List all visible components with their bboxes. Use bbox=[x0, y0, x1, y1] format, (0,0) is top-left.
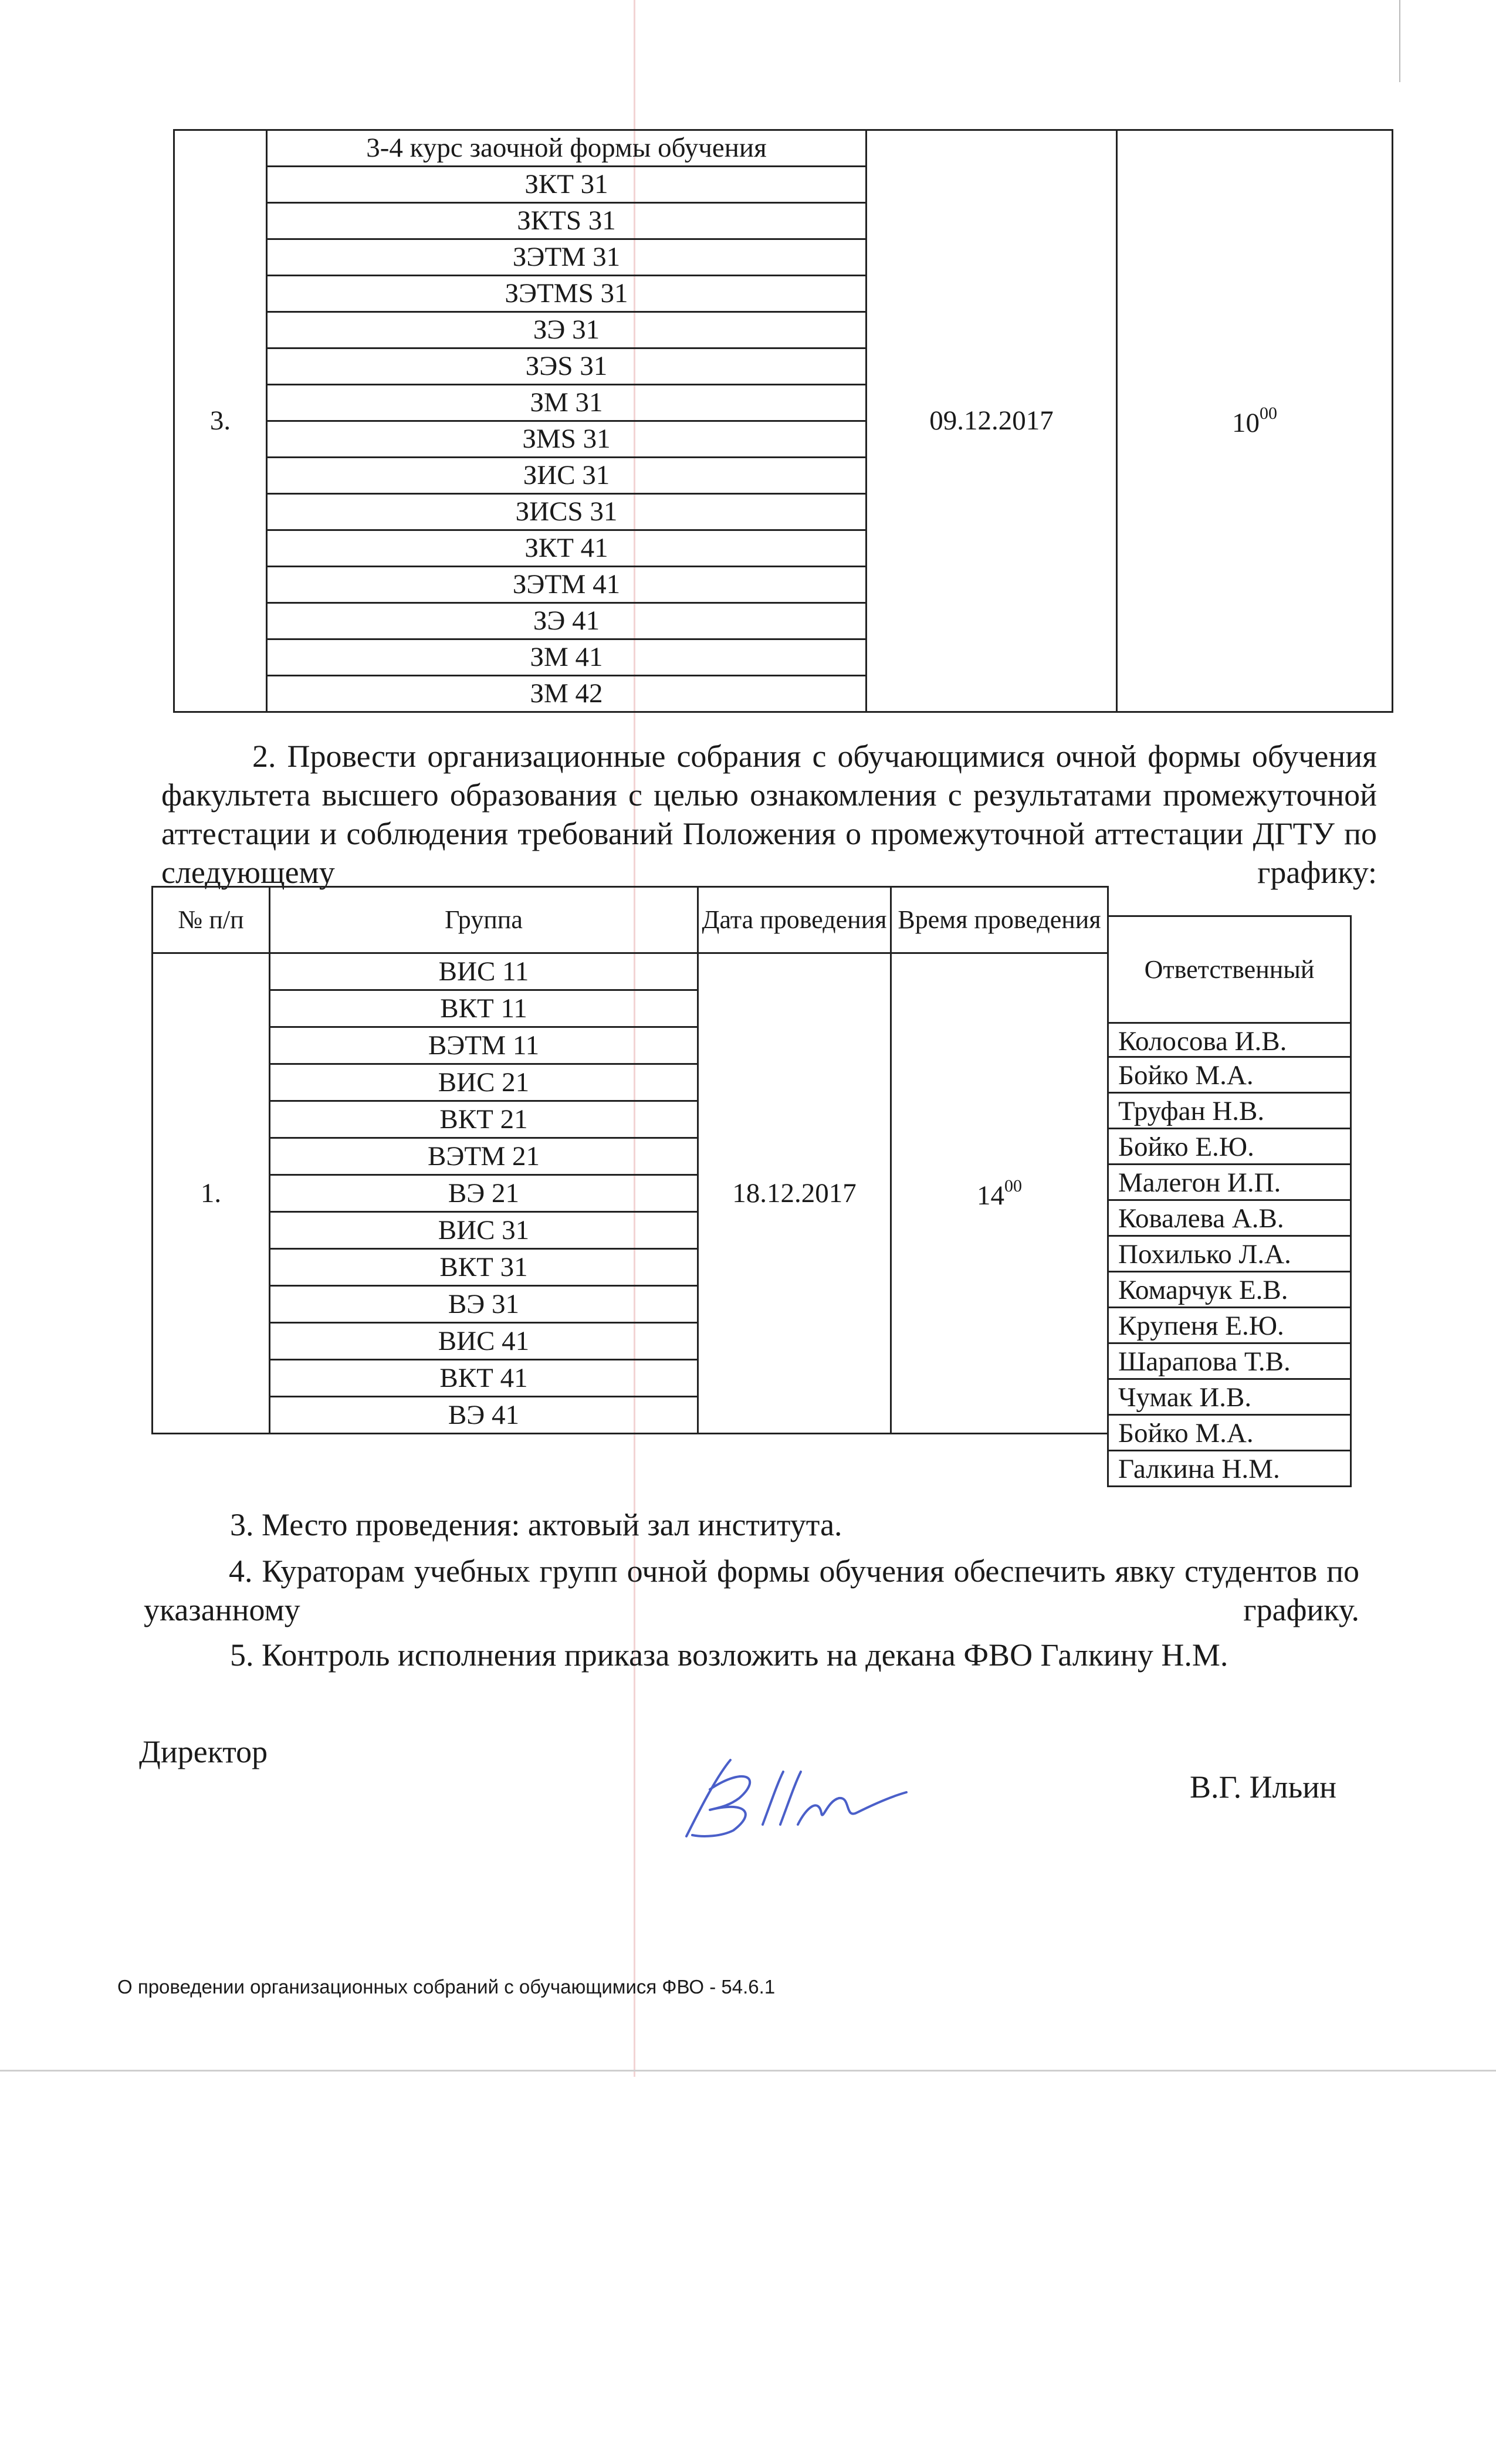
group-cell: ВЭ 31 bbox=[270, 1286, 698, 1323]
group-cell: ЗМ 31 bbox=[267, 385, 867, 421]
time-cell bbox=[1117, 130, 1393, 712]
group-cell: ЗМS 31 bbox=[267, 421, 867, 458]
responsible-cell: Комарчук Е.В. bbox=[1107, 1272, 1352, 1308]
responsible-cell: Малегон И.П. bbox=[1107, 1165, 1352, 1201]
responsible-cell: Галкина Н.М. bbox=[1107, 1451, 1352, 1487]
group-cell: ЗЭТМ 41 bbox=[267, 567, 867, 603]
group-cell: ЗКTS 31 bbox=[267, 203, 867, 239]
scan-edge-mark bbox=[1399, 0, 1400, 82]
responsible-cell: Крупеня Е.Ю. bbox=[1107, 1308, 1352, 1344]
item-4: 4. Кураторам учебных групп очной формы обучения обеспечить явку студентов по указанному графику. bbox=[144, 1553, 1359, 1627]
date-cell: 18.12.2017 bbox=[698, 953, 891, 1434]
header-group: Группа bbox=[270, 887, 698, 953]
group-cell: ЗИСS 31 bbox=[267, 494, 867, 530]
page-bottom-edge bbox=[0, 2070, 1496, 2072]
group-cell: ЗКТ 41 bbox=[267, 530, 867, 567]
time-hours: 14 bbox=[977, 1180, 1004, 1211]
row-number-cell: 1. bbox=[153, 953, 270, 1434]
group-cell: ВИС 21 bbox=[270, 1064, 698, 1101]
item-5: 5. Контроль исполнения приказа возложить на декана ФВО Галкину Н.М. bbox=[230, 1637, 1228, 1673]
row-number-cell: 3. bbox=[174, 130, 267, 712]
header-time: Время проведения bbox=[891, 887, 1108, 953]
handwritten-signature bbox=[675, 1742, 909, 1848]
group-cell: ВКТ 41 bbox=[270, 1360, 698, 1397]
responsible-cell: Труфан Н.В. bbox=[1107, 1094, 1352, 1129]
group-cell: ЗМ 41 bbox=[267, 639, 867, 676]
group-cell: ВКТ 21 bbox=[270, 1101, 698, 1138]
group-cell: ВКТ 11 bbox=[270, 990, 698, 1027]
responsible-cell: Чумак И.В. bbox=[1107, 1380, 1352, 1416]
time-minutes: 00 bbox=[1260, 404, 1277, 423]
responsible-header: Ответственный bbox=[1107, 915, 1352, 1022]
responsible-cell: Похилько Л.А. bbox=[1107, 1237, 1352, 1272]
responsible-cell: Колосова И.В. bbox=[1107, 1022, 1352, 1058]
group-cell: ВЭТМ 21 bbox=[270, 1138, 698, 1175]
group-cell: ЗЭ 41 bbox=[267, 603, 867, 639]
group-cell: ЗЭТMS 31 bbox=[267, 276, 867, 312]
group-cell: ВИС 31 bbox=[270, 1212, 698, 1249]
header-date: Дата проведения bbox=[698, 887, 891, 953]
schedule-table-full-time bbox=[151, 886, 1109, 1434]
responsible-cell: Бойко М.А. bbox=[1107, 1058, 1352, 1094]
group-cell: ЗЭS 31 bbox=[267, 348, 867, 385]
group-cell: ВКТ 31 bbox=[270, 1249, 698, 1286]
group-cell: ВИС 41 bbox=[270, 1323, 698, 1360]
responsible-list bbox=[1107, 1022, 1352, 1487]
responsible-cell: Шарапова Т.В. bbox=[1107, 1344, 1352, 1380]
signer-name: В.Г. Ильин bbox=[1190, 1769, 1337, 1805]
group-cell: ВЭ 21 bbox=[270, 1175, 698, 1212]
group-cell: ЗМ 42 bbox=[267, 676, 867, 712]
group-cell: ЗИС 31 bbox=[267, 458, 867, 494]
time-hours: 10 bbox=[1232, 408, 1260, 438]
group-cell: ВИС 11 bbox=[270, 953, 698, 990]
group-cell: ВЭ 41 bbox=[270, 1397, 698, 1434]
item-3: 3. Место проведения: актовый зал института. bbox=[230, 1507, 842, 1542]
signer-title: Директор bbox=[139, 1734, 268, 1769]
document-footer: О проведении организационных собраний с обучающимися ФВО - 54.6.1 bbox=[117, 1976, 776, 1998]
time-minutes: 00 bbox=[1004, 1176, 1022, 1196]
schedule-table-part-time bbox=[173, 129, 1393, 713]
responsible-cell: Ковалева А.В. bbox=[1107, 1201, 1352, 1237]
course-header-cell: 3-4 курс заочной формы обучения bbox=[267, 130, 867, 167]
group-cell: ЗЭТМ 31 bbox=[267, 239, 867, 276]
time-cell bbox=[891, 953, 1108, 1434]
group-cell: ВЭТМ 11 bbox=[270, 1027, 698, 1064]
responsible-cell: Бойко Е.Ю. bbox=[1107, 1129, 1352, 1165]
responsible-cell: Бойко М.А. bbox=[1107, 1416, 1352, 1451]
paragraph-2: 2. Провести организационные собрания с обучающимися очной формы обучения факультета высшего образования с целью ознакомления с результатами промежуточной аттестации и соблюдения требований Положения о промежуточной аттестации ДГТУ по следующему графику: bbox=[161, 739, 1377, 890]
group-cell: ЗКТ 31 bbox=[267, 167, 867, 203]
header-num: № п/п bbox=[153, 887, 270, 953]
date-cell: 09.12.2017 bbox=[867, 130, 1117, 712]
group-cell: ЗЭ 31 bbox=[267, 312, 867, 348]
